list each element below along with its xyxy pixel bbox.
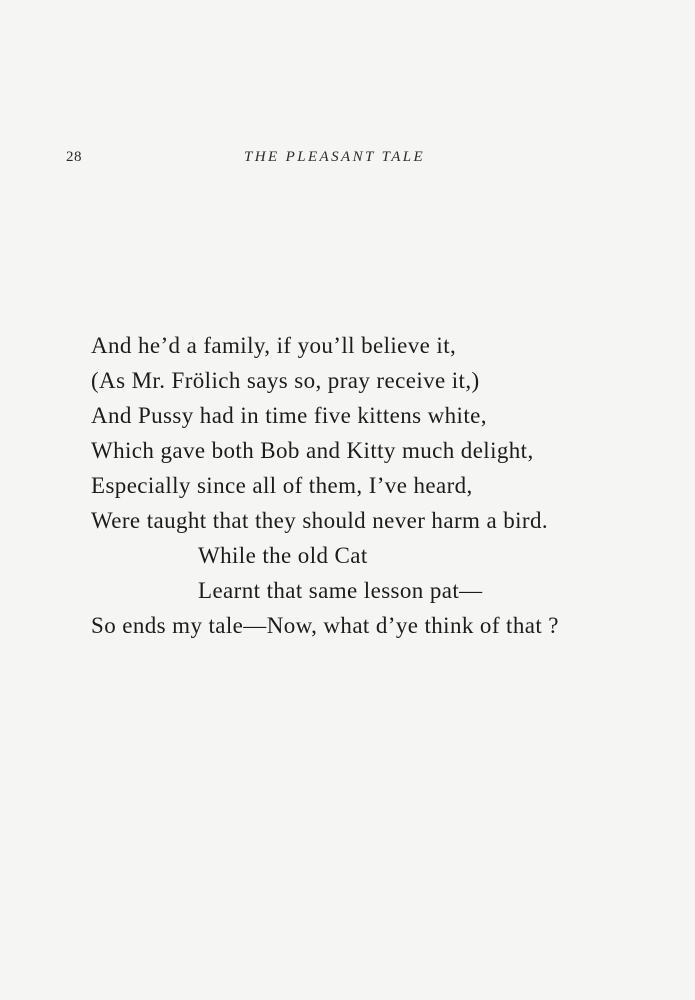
page-number: 28 xyxy=(66,149,82,165)
poem-line-indented: While the old Cat xyxy=(198,543,368,568)
poem-line: Which gave both Bob and Kitty much delight, xyxy=(91,438,534,463)
running-title: THE PLEASANT TALE xyxy=(244,149,426,165)
poem-line: And he’d a family, if you’ll believe it, xyxy=(91,333,457,358)
poem-line-indented: Learnt that same lesson pat— xyxy=(198,578,483,603)
poem-line: (As Mr. Frölich says so, pray receive it,) xyxy=(91,368,480,393)
poem-line: Especially since all of them, I’ve heard, xyxy=(91,473,473,498)
poem-text xyxy=(91,328,651,643)
poem-line: And Pussy had in time five kittens white, xyxy=(91,403,487,428)
poem-line: Were taught that they should never harm a bird. xyxy=(91,508,549,533)
poem-line: So ends my tale—Now, what d’ye think of that ? xyxy=(91,613,559,638)
